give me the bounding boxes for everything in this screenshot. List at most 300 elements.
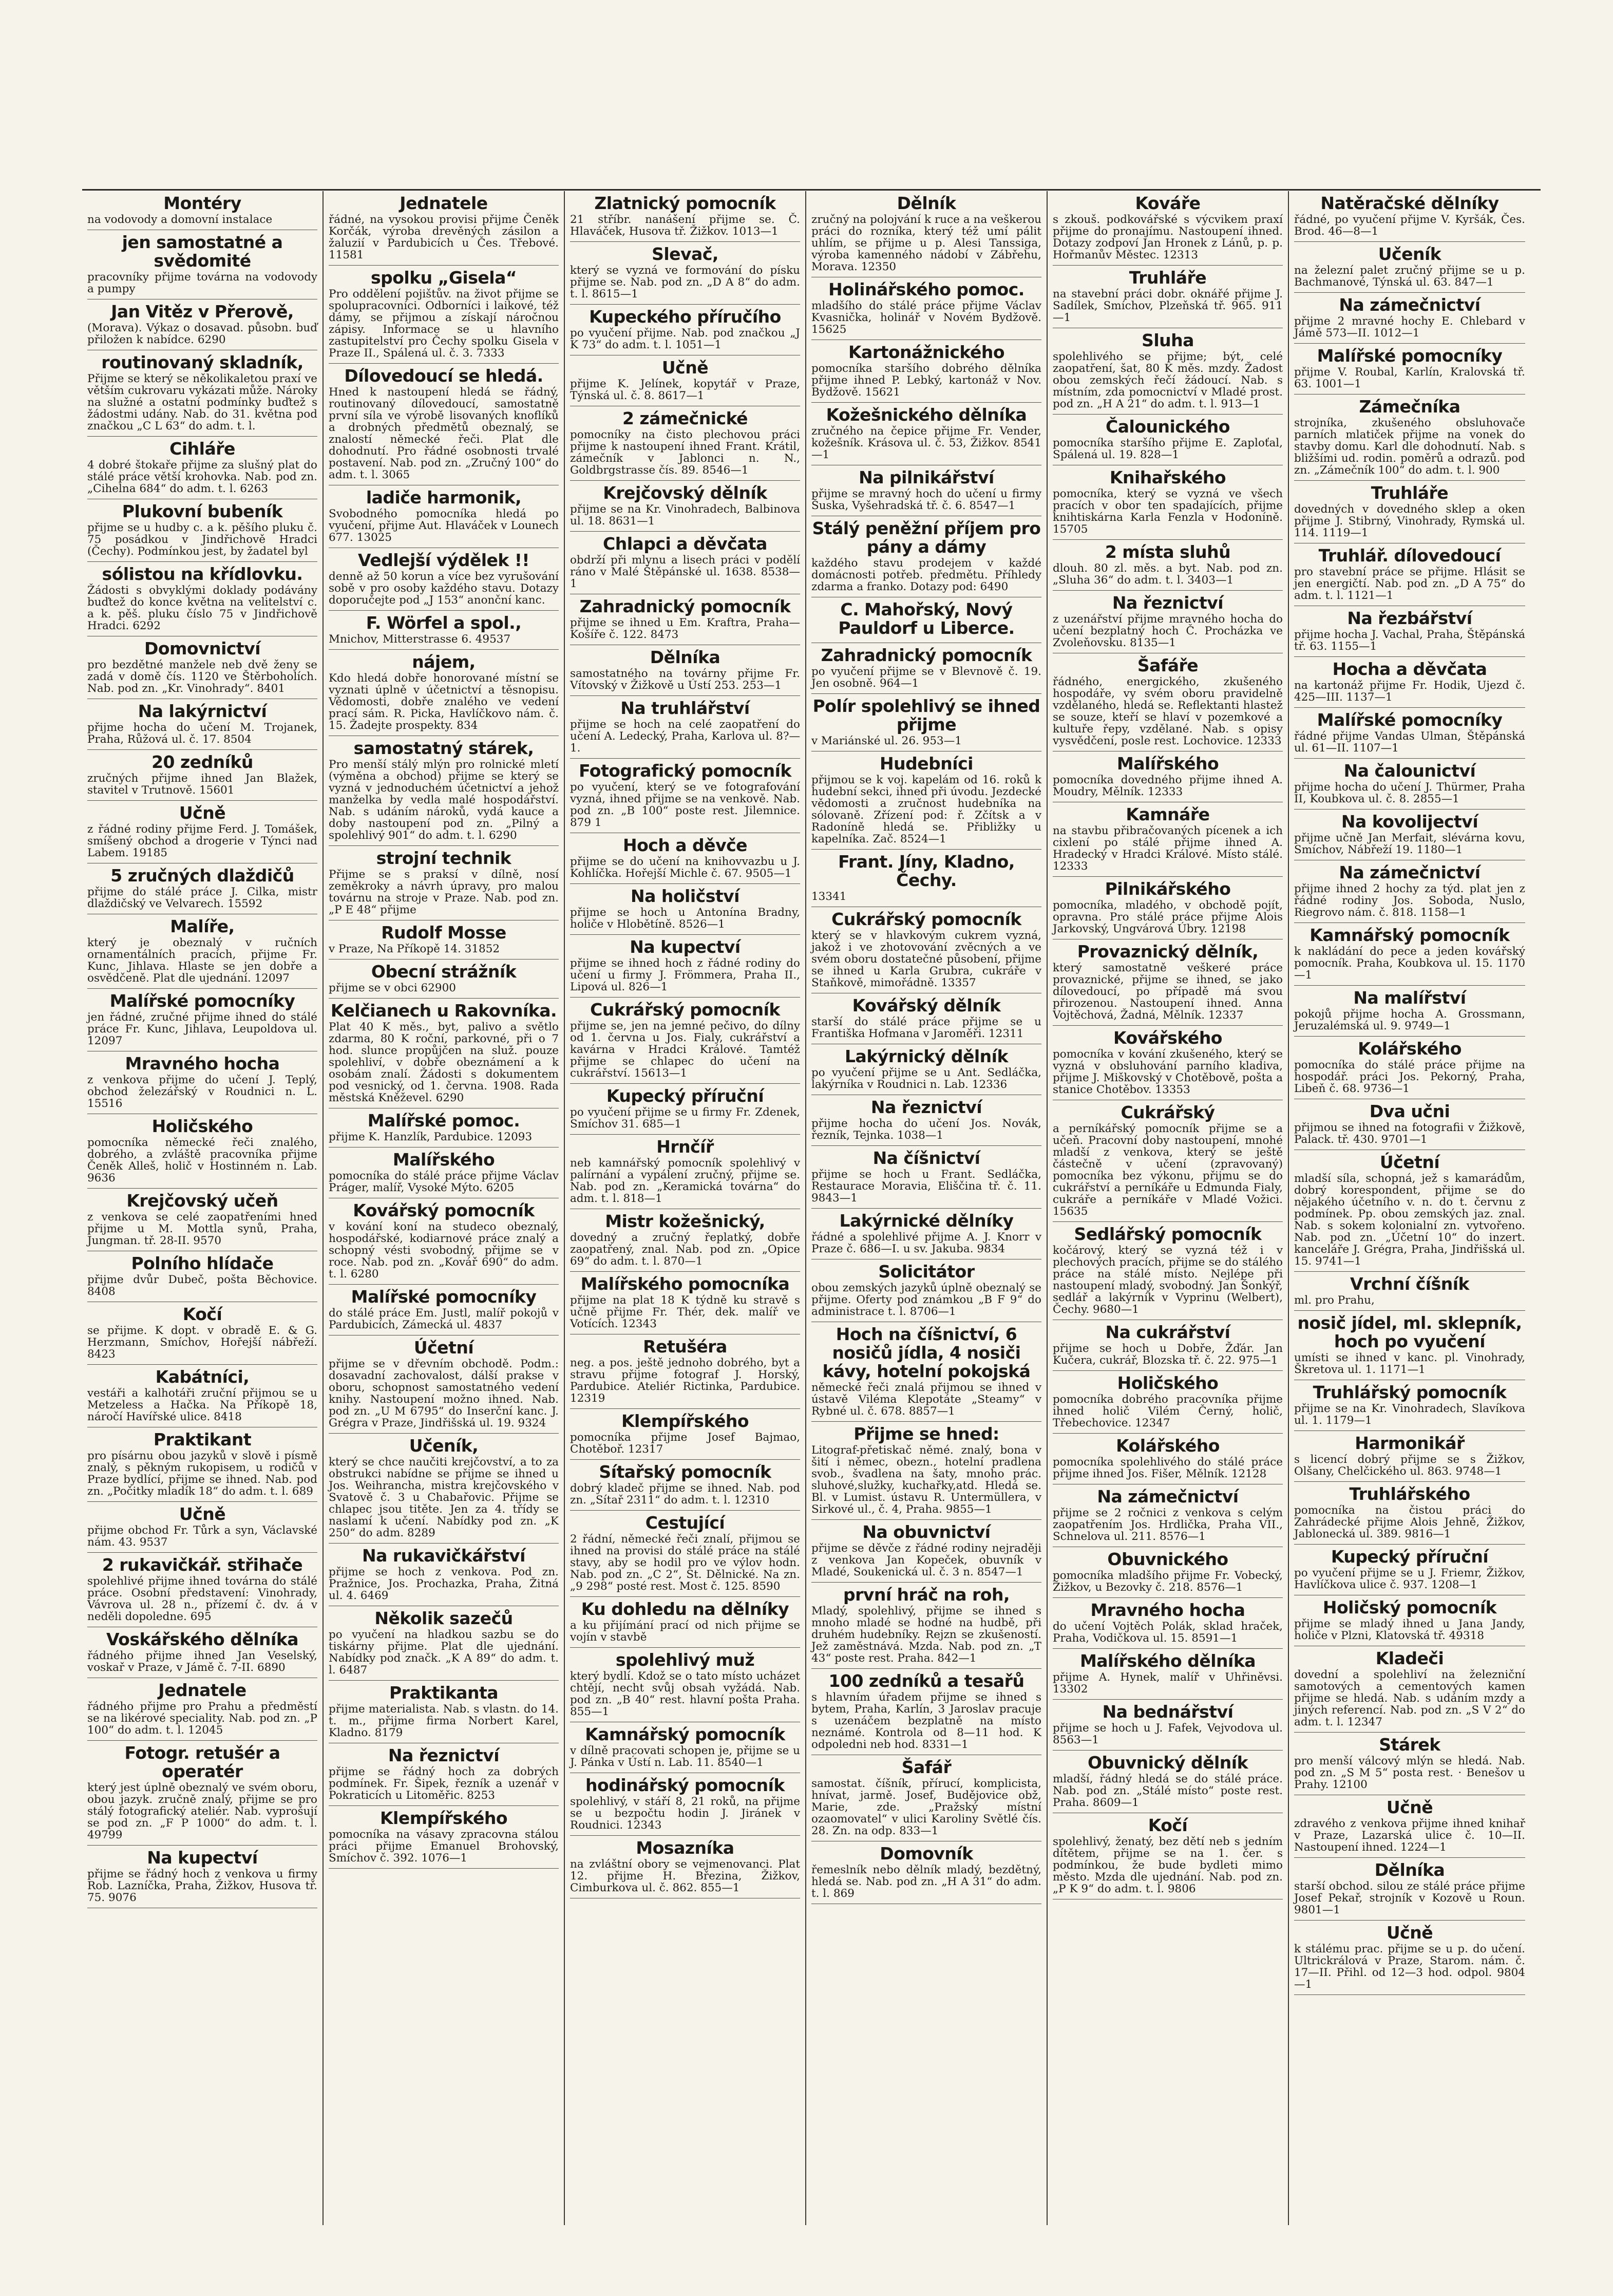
ad-heading: Plukovní bubeník	[122, 501, 283, 521]
ad-text: přijme se na Kr. Vinohradech, Balbinova ul. 18. 8631—1	[570, 503, 800, 528]
ad-text: spolehlivý, v stáří 8, 21 roků, na přijme se u bezpočtu hodin J. Jiránek v Roudnici. 12343	[570, 1795, 800, 1832]
ad-text: pomocníka na vásavy zpracovna stálou práci přijme Emanuel Brohovský, Smíchov č. 392. 1076—1	[329, 1828, 559, 1865]
classified-ad	[811, 516, 1041, 597]
ad-heading: Krejčovský dělník	[603, 483, 767, 503]
ad-text: starší obchod. silou ze stálé práce přijme Josef Pekař, strojník v Kozově u Roun. 9801—1	[1294, 1880, 1525, 1916]
ad-text: přijme na plat 18 K týdně ku stravě s učně přijme Fr. Thér, dek. malíř ve Votících. 12343	[570, 1294, 800, 1330]
classified-ad	[811, 1841, 1041, 1904]
classified-ad	[570, 406, 800, 481]
ad-text: přijme 2 mravné hochy E. Chlebard v Jámě 573—II. 1012—1	[1294, 315, 1525, 340]
ad-text: pomocníka mladšího přijme Fr. Vobecký, Žižkov, u Bezovky č. 218. 8576—1	[1053, 1569, 1283, 1594]
ad-heading: Zahradnický pomocník	[579, 596, 791, 616]
ad-text: pro stavební práce se přijme. Hlásit se jen energičtí. Nab. pod zn. „D A 75“ do adm. t. l. 1121—1	[1294, 566, 1525, 602]
ad-heading: Kolářského	[1116, 1436, 1220, 1456]
ad-text: pomocníka dovedného přijme ihned A. Moudry, Mělník. 12333	[1053, 774, 1283, 798]
ad-heading: Voskářského dělníka	[106, 1629, 299, 1649]
classified-ad	[87, 1846, 317, 1908]
ad-text: z venkova se celé zaopatřeními hned přijme u M. Mottla synů, Praha, Jungman. tř. 28-II. 9570	[87, 1211, 317, 1247]
ad-heading: Kladeči	[1375, 1648, 1444, 1668]
ad-heading: Dílovedoucí se hledá.	[344, 366, 543, 386]
classified-ad	[1294, 293, 1525, 344]
ad-heading: Obuvnický dělník	[1087, 1753, 1248, 1773]
ad-heading: Sedlářský pomocník	[1074, 1224, 1262, 1244]
classified-ad	[1053, 1222, 1283, 1320]
classified-ad	[1053, 939, 1283, 1026]
classified-ad	[329, 611, 559, 650]
ad-heading: Na lakýrnictví	[138, 701, 267, 721]
ad-text: přijme se ihned u Em. Kraftra, Praha—Košíře č. 122. 8473	[570, 616, 800, 641]
classified-ad	[811, 1322, 1041, 1422]
ad-heading: Truhlářský pomocník	[1313, 1382, 1507, 1402]
ad-text: pomocníka spolehlivého do stálé práce přijme ihned Jos. Fišer, Mělník. 12128	[1053, 1456, 1283, 1480]
ad-heading: Malíře,	[170, 916, 235, 936]
classified-ad	[1053, 1751, 1283, 1813]
ad-text: přijme se hoch na celé zaopatření do učení A. Ledecký, Praha, Karlova ul. 8?—1.	[570, 718, 800, 755]
classified-ad	[87, 350, 317, 437]
ad-heading: Kočí	[1148, 1815, 1188, 1835]
classified-ad	[87, 230, 317, 299]
ad-text: spolehlivého se přijme; být, celé zaopatření, šat, 80 K měs. mzdy. Žadost obou zemských řečí žádoucí. Nab. s místním, zda pomocnictví v Mladé prost. pod zn. „H A 21“ do adm. t. l. 913—1	[1053, 350, 1283, 410]
ad-text: vestáři a kalhotáři zruční přijmou se u Metzeless a Hačka. Na Příkopě 18, náročí Havířské ulice. 8418	[87, 1387, 317, 1423]
ad-text: přijme ihned 2 hochy za týd. plat jen z řádné rodiny Jos. Soboda, Nuslo, Riegrovo nám. č. 818. 1158—1	[1294, 882, 1525, 919]
ad-text: spolehlivý, ženatý, bez dětí neb s jedním dítětem, přijme se na 1. čer. s podmínkou, že bude bydleti mimo město. Mzda dle ujednání. Nab. pod zn. „P K 9“ do adm. t. l. 9806	[1053, 1835, 1283, 1895]
ad-text: po vyučení přijme se u J. Friemr, Žižkov, Havlíčkova ulice č. 937. 1208—1	[1294, 1567, 1525, 1591]
ad-heading: samostatný stárek,	[353, 738, 534, 758]
ad-text: přijme se do učení na knihovvazbu u J. Kohlíčka. Hořejší Michle č. 67. 9505—1	[570, 855, 800, 880]
ad-heading: Truhláře	[1129, 268, 1207, 288]
ad-heading: Malířského	[1116, 754, 1219, 774]
classified-ad	[87, 1051, 317, 1114]
ad-heading: Na bednářství	[1102, 1702, 1234, 1722]
ad-heading: Hocha a děvčata	[1332, 659, 1487, 679]
classified-ad	[1294, 1150, 1525, 1272]
ad-text: spolehlivé přijme ihned továrna do stálé práce. Osobní představení: Vinohrady, Vávrova ul. 28 n., přízemí č. dv. á v neděli dopoledne. 695	[87, 1575, 317, 1623]
classified-ad	[87, 299, 317, 350]
classified-ad	[329, 266, 559, 364]
ad-text: pracovníky přijme továrna na vodovody a pumpy	[87, 271, 317, 295]
ad-heading: Hudebníci	[880, 754, 973, 774]
ad-text: přijme hocha do učení M. Trojanek, Praha, Růžová ul. č. 17. 8504	[87, 721, 317, 746]
column-1	[82, 191, 324, 2225]
classified-ad	[1053, 1100, 1283, 1222]
ad-text: který samostatně veškeré práce provaznické, přijme se ihned, se jako dílovedoucí, po případě má svou přirozenou. Nastoupení ihned. Anna Vojtěchová, Žadná, Mělník. 12337	[1053, 962, 1283, 1022]
ad-text: přijme se v dřevním obchodě. Podm.: dosavadní zachovalost, dálší prakse v oboru, schopnost samostatného vedení knihy. Nastoupení možno ihned. Nab. pod zn. „U M 6795“ do Inserční kanc. J. Grégra v Praze, Jindřišská ul. 19. 9324	[329, 1358, 559, 1429]
classified-ad	[1294, 657, 1525, 708]
classified-ad	[87, 863, 317, 914]
ad-text: do učení Vojtěch Polák, sklad hraček, Praha, Vodičkova ul. 15. 8591—1	[1053, 1620, 1283, 1645]
classified-ad	[329, 1743, 559, 1806]
ad-heading: 20 zedníků	[151, 752, 253, 772]
classified-ad	[570, 1409, 800, 1460]
ad-heading: Kočí	[182, 1304, 222, 1324]
ad-heading: Na řeznictví	[870, 1097, 982, 1117]
ad-text: přijme se řádný hoch za dobrých podmínek. Fr. Šipek, řezník a uzenář v Pokraticích u Litoměřic. 8253	[329, 1765, 559, 1802]
ad-text: přijme hocha do učení J. Thürmer, Praha II, Koubkova ul. č. 8. 2855—1	[1294, 781, 1525, 805]
column-6	[1289, 191, 1530, 2225]
classified-ad	[811, 1044, 1041, 1095]
classified-ad	[87, 1189, 317, 1251]
ad-heading: Rudolf Mosse	[381, 923, 506, 943]
classified-ad	[87, 636, 317, 699]
ad-text: Mnichov, Mitterstrasse 6. 49537	[329, 633, 511, 646]
ad-text: pomocníka staršího přijme E. Zaploťal, Spálená ul. 19. 828—1	[1053, 437, 1283, 461]
ad-heading: první hráč na roh,	[843, 1585, 1010, 1605]
ad-heading: Vedlejší výdělek !!	[358, 550, 529, 570]
classified-ad	[1294, 1646, 1525, 1733]
classified-ad	[570, 1511, 800, 1597]
ad-heading: Přijme se hned:	[853, 1424, 999, 1444]
ad-heading: Zlatnický pomocník	[594, 193, 776, 213]
classified-ad	[570, 1272, 800, 1334]
ad-text: přijme se 2 ročnici z venkova s celým zaopatřením Jos. Hrdlička, Praha VII., Schnelova ul. 211. 8576—1	[1053, 1507, 1283, 1543]
classified-ad	[811, 751, 1041, 850]
classified-ad	[87, 1502, 317, 1553]
ad-heading: Na číšnictví	[872, 1148, 980, 1168]
ad-heading: Malířského dělníka	[1079, 1651, 1256, 1671]
classified-ad	[329, 1147, 559, 1198]
ad-text: po vyučení na hladkou sazbu se do tiskárny přijme. Plat dle ujednání. Nabídky pod značk. „K A 89“ do adm. t. l. 6487	[329, 1628, 559, 1677]
classified-ad	[811, 403, 1041, 465]
ad-heading: Na malířství	[1353, 988, 1466, 1008]
ad-text: řádné, na vysokou provisi přijme Čeněk Korčák, výroba drevěných zásilon a žaluzií v Pardubicích u Čes. Třebové. 11581	[329, 213, 559, 261]
ad-heading: Stárek	[1379, 1735, 1440, 1755]
classified-ad	[811, 597, 1041, 643]
ad-heading: Truhláře	[1371, 483, 1449, 503]
ad-text: pro písárnu obou jazyků v slově i písmě znalý, s pěkným rukopisem, u rodičů v Praze bydlící, přijme se ihned. Nab. pod zn. „Počitky mladík 18“ do adm. t. l. 689	[87, 1450, 317, 1498]
ad-heading: Dělník	[897, 193, 956, 213]
ad-text: přijme se děvče z řádné rodiny nejraději z venkova Jan Kopeček, obuvník v Mladé, Soukenická ul. č. 3 n. 8547—1	[811, 1542, 1041, 1578]
classified-ad	[1053, 877, 1283, 939]
classified-ad	[329, 999, 559, 1108]
ad-text: na stavební práci dobr. oknářé přijme J. Sadílek, Smíchov, Plzeňská tř. 965. 911—1	[1053, 288, 1283, 324]
ad-text: po vyučení přijme se u Ant. Sedláčka, lakýrníka v Roudnici n. Lab. 12336	[811, 1066, 1041, 1091]
classified-ad	[87, 1302, 317, 1365]
ad-text: Hned k nastoupení hledá se řádný, routinovaný dílovedoucí, samostatně první síla ve výrobě lisovaných knoflíků a drobných předmětů obeznalý, se znalostí německé řeči. Plat dle dohodnutí. Pro řádné osobnosti trvalé postavení. Nab. pod zn. „Zručný 100“ do adm. t. l. 3065	[329, 386, 559, 481]
ad-heading: Jednatele	[158, 1680, 246, 1700]
ad-heading: Na zámečnictví	[1339, 862, 1481, 882]
ad-text: přijme se hoch z venkova. Pod zn. Pražnice, Jos. Prochazka, Praha, Žitná ul. 4. 6469	[329, 1566, 559, 1602]
ad-heading: Mistr kožešnický,	[605, 1211, 765, 1231]
classified-ad	[1053, 1484, 1283, 1547]
classified-ad	[329, 1681, 559, 1743]
ad-text: v kování koní na studeco obeznalý, hospodářské, kodiarnové práce znalý a schopný vésti svobodný, přijme se v roce. Nab. pod zn. „Kovář 690“ do adm. t. l. 6280	[329, 1220, 559, 1281]
ad-text: přijme se hoch u Dobře, Žďár. Jan Kučera, cukrář, Blozska tř. č. 22. 975—1	[1053, 1342, 1283, 1367]
classified-ad	[570, 833, 800, 884]
column-3	[565, 191, 806, 2225]
ad-heading: Kovářského	[1113, 1028, 1222, 1048]
ad-text: pomocníka do stálé práce přijme Václav Práger, malíř, Vysoké Mýto. 6205	[329, 1170, 559, 1194]
classified-ad	[570, 305, 800, 355]
classified-ad	[1294, 1099, 1525, 1150]
ad-text: do stálé práce Em. Justl, malíř pokojů v Pardubicích, Zámecká ul. 4837	[329, 1307, 559, 1331]
classified-ad	[570, 1597, 800, 1648]
ad-heading: Kolářského	[1358, 1039, 1462, 1059]
ad-heading: Retušéra	[643, 1337, 727, 1357]
ad-heading: Holičského	[1117, 1373, 1219, 1393]
ad-text: k stálému prac. přijme se u p. do učení. Ultrickrálová v Praze, Starom. nám. č. 17—II. Přihl. od 12—3 hod. odpol. 9804—1	[1294, 1943, 1525, 1991]
classified-ad	[1053, 1434, 1283, 1484]
ad-text: Svobodného pomocníka hledá po vyučení, přijme Aut. Hlaváček v Lounech 677. 13025	[329, 507, 559, 544]
classified-ad	[811, 1259, 1041, 1322]
classified-ad	[87, 801, 317, 863]
ad-heading: Dva učni	[1369, 1101, 1450, 1121]
ad-text: starší do stálé práce přijme se u Františka Hofmana v Jaroměři. 12311	[811, 1015, 1041, 1040]
classified-ad	[87, 1678, 317, 1741]
ad-heading: F. Wörfel a spol.,	[366, 613, 522, 633]
classified-ad	[570, 696, 800, 759]
ad-heading: Čalounického	[1106, 417, 1230, 437]
ad-text: pomocníka dobrého pracovníka přijme ihned holič Vilém Černý, holič, Třebechovice. 12347	[1053, 1393, 1283, 1429]
ad-heading: Kamnářský pomocník	[585, 1724, 785, 1744]
ad-heading: Sluha	[1142, 330, 1194, 350]
ad-heading: Holičský pomocník	[1322, 1597, 1497, 1617]
ad-text: pomocníka německé řeči znalého, dobrého, a zvláště pracovníka přijme Čeněk Alleš, holič v Hostinném n. Lab. 9636	[87, 1136, 317, 1184]
ad-heading: Kabátníci,	[155, 1367, 250, 1387]
classified-ad	[329, 959, 559, 999]
ad-heading: Kupecký příruční	[606, 1086, 764, 1106]
ad-heading: 100 zedníků a tesařů	[828, 1671, 1024, 1691]
classified-ad	[1053, 191, 1283, 266]
classified-ad	[1294, 1595, 1525, 1646]
ad-heading: Solicitátor	[878, 1262, 975, 1282]
ad-heading: Kartonážnického	[848, 342, 1004, 362]
classified-ad	[1053, 465, 1283, 540]
classified-ad	[1053, 1598, 1283, 1649]
classified-ad	[1053, 751, 1283, 802]
ad-text: a perníkářský pomocník přijme se a učeň. Pracovní doby nastoupení, mnohé mladší z venkova, který se ještě částečně v učení (zpravovaný) pomocníka bez výkonu, přijmu se do cukrářství a perníkáře u Edmunda Fialy, cukráře a perníkáře v Mladé Vožici. 15635	[1053, 1122, 1283, 1218]
ad-heading: Na řezbářství	[1347, 608, 1472, 628]
ad-heading: Ku dohledu na dělníky	[581, 1599, 789, 1619]
ad-text: každého stavu prodejem v každé domácnosti potřeb. předmětu. Příhledy zdarma a franko. Dotazy pod: 6490	[811, 557, 1041, 593]
ad-text: z řádné rodiny přijme Ferd. J. Tomášek, smíšený obchod a drogerie v Týnci nad Labem. 19185	[87, 823, 317, 859]
classified-ad	[1053, 1700, 1283, 1751]
ad-text: přijme se u hudby c. a k. pěšího pluku č. 75 posádkou v Jindřichově Hradci (Čechy). Podmínkou jest, by žadatel byl	[87, 521, 317, 558]
classified-ad	[87, 499, 317, 562]
classified-ad	[1294, 860, 1525, 923]
ad-text: s licencí dobrý přijme se s Žižkov, Olšany, Chelčického ul. 863. 9748—1	[1294, 1453, 1525, 1478]
classified-ad	[1294, 1482, 1525, 1545]
ad-text: neb kamnářský pomocník spolehlivý v palírnání a vypálení zručný, přijme se. Nab. pod zn. „Keramická továrna“ do adm. t. l. 818—1	[570, 1157, 800, 1205]
ad-heading: Kupecký příruční	[1331, 1547, 1489, 1567]
ad-text: pomocníka, který se vyzná ve všech pracích v obor ten spadajících, přijme knihtiskárna Karla Fenzla v Hodoníně. 15705	[1053, 487, 1283, 536]
ad-heading: Kamnáře	[1126, 804, 1210, 824]
ad-text: Mladý, spolehlivý, přijme se ihned s mnoho mladé se hodné na hudbě, při druhém hudebníky. Rejzn se zkušeností. Jež zaměstnává. Mzda. Nab. pod zn. „T 43“ poste rest. Praha. 842—1	[811, 1605, 1041, 1665]
classified-ad	[87, 1365, 317, 1427]
ad-heading: 5 zručných dlaždičů	[110, 865, 294, 886]
ad-heading: Polního hlídače	[131, 1253, 274, 1273]
ad-text: (Morava). Výkaz o dosavad. působn. buď přiložen k nabídce. 6290	[87, 322, 317, 346]
ad-heading: hodinářský pomocník	[585, 1775, 785, 1795]
classified-ad	[1294, 1037, 1525, 1099]
ad-text: zdravého z venkova přijme ihned knihař v Praze, Lazarská ulice č. 10—II. Nastoupení ihned. 1224—1	[1294, 1817, 1525, 1854]
ad-text: přijme hocha J. Vachal, Praha, Štěpánská tř. 63. 1155—1	[1294, 628, 1525, 653]
classified-ad	[1294, 543, 1525, 606]
ad-heading: Mosazníka	[636, 1838, 734, 1858]
ad-heading: Na zámečnictví	[1097, 1486, 1239, 1507]
ad-heading: Na obuvnictví	[862, 1522, 991, 1542]
ad-heading: Učně	[661, 357, 709, 378]
ad-heading: Cukrářský pomocník	[831, 909, 1021, 929]
ad-text: pro bezdětné manžele neb dvě ženy se zadá v domě čís. 1120 ve Štěrboholích. Nab. pod zn. „Kr. Vinohrady“. 8401	[87, 658, 317, 695]
ad-heading: Učeník	[1378, 244, 1441, 264]
ad-heading: Na truhlářství	[620, 698, 750, 718]
classified-ad	[811, 694, 1041, 751]
classified-ad	[329, 650, 559, 736]
classified-ad	[570, 191, 800, 242]
ad-heading: Na cukrářství	[1105, 1322, 1230, 1342]
classified-ad	[811, 1520, 1041, 1583]
ad-heading: Montéry	[163, 193, 241, 213]
ad-heading: Malířské pomocníky	[1317, 346, 1503, 366]
ad-heading: Klempířského	[621, 1411, 749, 1431]
classified-ad	[811, 1422, 1041, 1520]
ad-text: pomocníka v kování zkušeného, který se vyzná v obsluhování parního kladiva, přijme J. Miškovský v Chotěbově, pošta a stanice Chotěbov. 13353	[1053, 1048, 1283, 1096]
classified-ad	[87, 1427, 317, 1502]
ad-heading: Kupeckého příručího	[589, 307, 781, 327]
ad-text: denně až 50 korun a více bez vyrušování sobě v pro osoby každého stavu. Dotazy doporučejte pod „J 153“ anonční kanc.	[329, 570, 559, 607]
classified-ad	[1294, 986, 1525, 1037]
ad-text: zručný na polojvání k ruce a na veškerou práci do rozníka, který též umí pálit uhlím, se přijme u p. Alesi Tanssiga, výroba kamenného nádobí v Zábřehu, Morava. 12350	[811, 213, 1041, 273]
ad-heading: Vrchní číšník	[1350, 1274, 1469, 1294]
ad-text: jen řádné, zručné přijme ihned do stálé práce Fr. Kunc, Jihlava, Leupoldova ul. 12097	[87, 1011, 317, 1047]
ad-text: dlouh. 80 zl. měs. a byt. Nab. pod zn. „Sluha 36“ do adm. t. l. 3403—1	[1053, 562, 1283, 587]
ad-heading: Hoch na číšnictví, 6 nosičů jídla, 4 nosiči kávy, hotelní pokojská	[822, 1324, 1031, 1381]
ad-text: přijme materialista. Nab. s vlastn. do 14. t. m., přijme firma Norbert Karel, Kladno. 8179	[329, 1703, 559, 1739]
ad-heading: Šafáře	[1137, 655, 1199, 675]
ad-heading: nosič jídel, ml. sklepník, hoch po vyučení	[1297, 1313, 1522, 1351]
ad-heading: Malířské pomocníky	[109, 991, 295, 1011]
classified-ad	[87, 1251, 317, 1302]
ad-heading: Domovník	[880, 1843, 973, 1864]
column-5	[1048, 191, 1289, 2225]
classified-ad	[570, 1334, 800, 1409]
classified-ad	[1294, 1545, 1525, 1595]
ad-heading: Malířského pomocníka	[580, 1274, 790, 1294]
ad-text: dovedný a zručný řeplatký, dobře zaopatřený, znal. Nab. pod zn. „Opice 69“ do adm. t. l. 870—1	[570, 1231, 800, 1268]
ad-heading: Hrnčíř	[656, 1137, 714, 1157]
ad-heading: nájem,	[412, 652, 476, 672]
ad-text: na kartonáž přijme Fr. Hodik, Ujezd č. 425—III. 1137—1	[1294, 679, 1525, 704]
classified-ad	[1294, 1311, 1525, 1380]
ad-heading: C. Mahořský, Nový Pauldorf u Liberce.	[838, 599, 1015, 638]
classified-ad	[811, 277, 1041, 340]
ad-text: zručného na čepice přijme Fr. Vender, kožešník. Krásova ul. č. 53, Žižkov. 8541—1	[811, 425, 1041, 461]
classified-ad	[1053, 415, 1283, 465]
ad-heading: Kovářský dělník	[852, 995, 1001, 1015]
ad-heading: spolku „Gisela“	[370, 268, 517, 288]
ad-text: samostat. číšník, přírucí, komplicista, hnívat, jarmě. Josef, Budějovice obž, Marie, zde. „Pražský místní ozaomovatel“ v ulici Karoliny Světlé čís. 28. Zn. na odp. 833—1	[811, 1777, 1041, 1837]
ad-heading: Učně	[179, 1504, 226, 1524]
classified-ad	[1053, 591, 1283, 653]
ad-text: pomocníky na čisto plechovou práci přijme k nastoupení ihned Frant. Krátil, zámečník v Jablonci n. N., Goldbrgstrasse čís. 89. 8546—1	[570, 428, 800, 477]
classified-ad	[570, 594, 800, 645]
ad-heading: Cukrářský	[1121, 1102, 1215, 1122]
ad-text: přijme K. Jelínek, kopytář v Praze, Týnská ul. č. 8. 8617—1	[570, 378, 800, 402]
ad-text: 4 dobré štokaře přijme za slušný plat do stálé práce větší krohovka. Nab. pod zn. „Cihelna 684“ do adm. t. l. 6263	[87, 459, 317, 495]
ad-text: na zvláštní obory se vejmenovanci. Plat 12. přijme H. Březina, Žižkov, Cimburkova ul. č. 862. 855—1	[570, 1858, 800, 1894]
classified-ad	[570, 355, 800, 406]
ad-heading: Jan Vitěz v Přerově,	[111, 302, 294, 322]
ad-text: dovedných v dovedného sklep a oken přijme J. Stibrný, Vinohrady, Rymská ul. 114. 1119—1	[1294, 503, 1525, 539]
classified-ad	[87, 1627, 317, 1678]
ad-text: se přijme. K dopt. v obradě E. & G. Herzmann, Smíchov, Hořejší nábřeží. 8423	[87, 1324, 317, 1361]
ad-text: německé řeči znalá přijmou se ihned v ústavě Viléma Klepotáte „Steamy“ v Rybné ul. č. 678. 8857—1	[811, 1381, 1041, 1418]
ad-heading: Obuvnického	[1107, 1549, 1228, 1569]
classified-ad	[570, 1722, 800, 1773]
ad-text: přijme se ihned hoch z řádné rodiny do učení u firmy J. Frömmera, Praha II., Lipová ul. 826—1	[570, 957, 800, 993]
classified-ad	[1294, 1858, 1525, 1921]
classified-ad	[1294, 1921, 1525, 1995]
ad-text: přijme do stálé práce J. Cilka, mistr dlaždičský ve Velvarech. 15592	[87, 886, 317, 910]
classified-ad	[1294, 606, 1525, 657]
ad-heading: Dělníka	[1374, 1860, 1445, 1880]
classified-ad	[570, 645, 800, 696]
ad-heading: Na pilnikářství	[859, 467, 994, 487]
ad-text: 2 řádní, německé řeči znalí, přijmou se ihned na provisi do stálé práce na stálé stavy, aby se hodil pro ve výlov hodn. Nab. pod zn. „C 2“, St. Dělnické. Na zn. „9 298“ posté rest. Most č. 125. 8590	[570, 1533, 800, 1593]
ad-text: řádné, po vyučení přijme V. Kyršák, Čes. Brod. 46—8—1	[1294, 213, 1525, 238]
classified-ad	[329, 920, 559, 959]
ad-heading: 2 místa sluhů	[1105, 542, 1231, 562]
classified-ad	[329, 1335, 559, 1434]
ad-text: který se v hlavkovým cukrem vyzná, jakož i ve zhotovování zvěcných a ve svém oboru dostatečné působení, přijme se ihned u Karla Grubra, cukráře v Staňkově, mimořádně. 13357	[811, 929, 1041, 989]
classified-ad	[811, 643, 1041, 694]
classified-ad	[570, 998, 800, 1084]
classified-ad	[329, 485, 559, 548]
classified-ad	[570, 1135, 800, 1209]
classified-ad	[87, 699, 317, 750]
ad-text: přijme učně Jan Merfait, slévárna kovu, Smíchov, Nábřeží 19. 1180—1	[1294, 832, 1525, 856]
ad-text: samostatného na továrny přijme Fr. Vítovský v Žižkově u Ústí 253. 253—1	[570, 667, 800, 692]
classified-ad	[1294, 1795, 1525, 1858]
ad-text: obou zemských jazyků úplně obeznalý se přijme. Oferty pod známkou „B F 9“ do administrace t. l. 8706—1	[811, 1282, 1041, 1318]
classified-ad	[1053, 1026, 1283, 1100]
classified-ad	[570, 1209, 800, 1272]
classified-ad	[1294, 1431, 1525, 1482]
ad-text: Pro menší stálý mlýn pro rolnické mletí (výměna a obchod) přijme se který se vyzná v jednoduchém účetnictví a jehož manželka by vedla malé hospodářství. Nab. s udáním nároků, vydá kauce a doby nastoupení pod zn. „Pilný a spolehlivý 901“ do adm. t. l. 6290	[329, 758, 559, 842]
ad-text: Žádosti s obvyklými doklady podávány buďtež do konce května na velitelství c. a k. pěš. pluku číslo 75 v Jindřichově Hradci. 6292	[87, 584, 317, 632]
ad-text: řádné přijme Vandas Ulman, Štěpánská ul. 61—II. 1107—1	[1294, 730, 1525, 755]
classified-ad	[1294, 191, 1525, 242]
ad-heading: Na rukavičkářství	[362, 1546, 525, 1566]
ad-text: který je obeznalý v ručních ornamentálních pracích, přijme Fr. Kunc, Jihlava. Hlaste se jen dobře a osvědčeně. Plat dle ujednání. 12097	[87, 936, 317, 985]
classified-ad	[1294, 810, 1525, 860]
classified-ad	[87, 437, 317, 499]
ad-text: v Praze, Na Příkopě 14. 31852	[329, 943, 500, 955]
classified-ad	[329, 1434, 559, 1544]
ad-heading: Hoch a děvče	[622, 835, 748, 855]
ad-text: pomocníka staršího dobrého dělníka přijme ihned P. Lebký, kartonáž v Nov. Bydžově. 15621	[811, 362, 1041, 399]
ad-heading: Kováře	[1135, 193, 1201, 213]
classified-ad	[1053, 328, 1283, 415]
ad-heading: Několik sazečů	[374, 1608, 513, 1628]
classified-columns	[82, 191, 1541, 2225]
ad-heading: Učně	[1386, 1923, 1433, 1943]
ad-heading: Učně	[1386, 1797, 1433, 1817]
ad-text: přijme obchod Fr. Tůrk a syn, Václavské nám. 43. 9537	[87, 1524, 317, 1549]
ad-text: který se chce naučiti krejčovství, a to za obstrukci nabídne se přijme se ihned u Jos. Weihrancha, mistra krejčovského v Svatově č. 3 u Chabařovic. Přijme se chlapec jsou titěte. Jen za 4. třídy se naslamí k učení. Nabídky pod zn. „K 250“ do adm. 8289	[329, 1456, 559, 1539]
ad-heading: Zámečníka	[1359, 397, 1460, 417]
ad-text: Pro oddělení pojištův. na život přijme se spolupracovníci. Odborníci i laikové, též dámy, se přijmou a získají náročnou zápisy. Informace se u hlavního zastupitelství pro Čechy spolku Gisela v Praze II., Spálená ul. č. 3. 7333	[329, 288, 559, 360]
ad-heading: Cukrářský pomocník	[590, 1000, 780, 1020]
classified-ad	[329, 1606, 559, 1681]
ad-text: který se vyzná ve formování do písku přijme se. Nab. pod zn. „D A 8“ do adm. t. l. 8615—1	[570, 264, 800, 300]
ad-heading: Dělníka	[650, 647, 720, 667]
ad-heading: 2 zámečnické	[622, 408, 748, 428]
ad-heading: Knihařského	[1109, 467, 1226, 487]
classified-ad	[1294, 708, 1525, 759]
ad-heading: spolehlivý muž	[615, 1650, 755, 1670]
ad-text: ml. pro Prahu,	[1294, 1294, 1375, 1307]
